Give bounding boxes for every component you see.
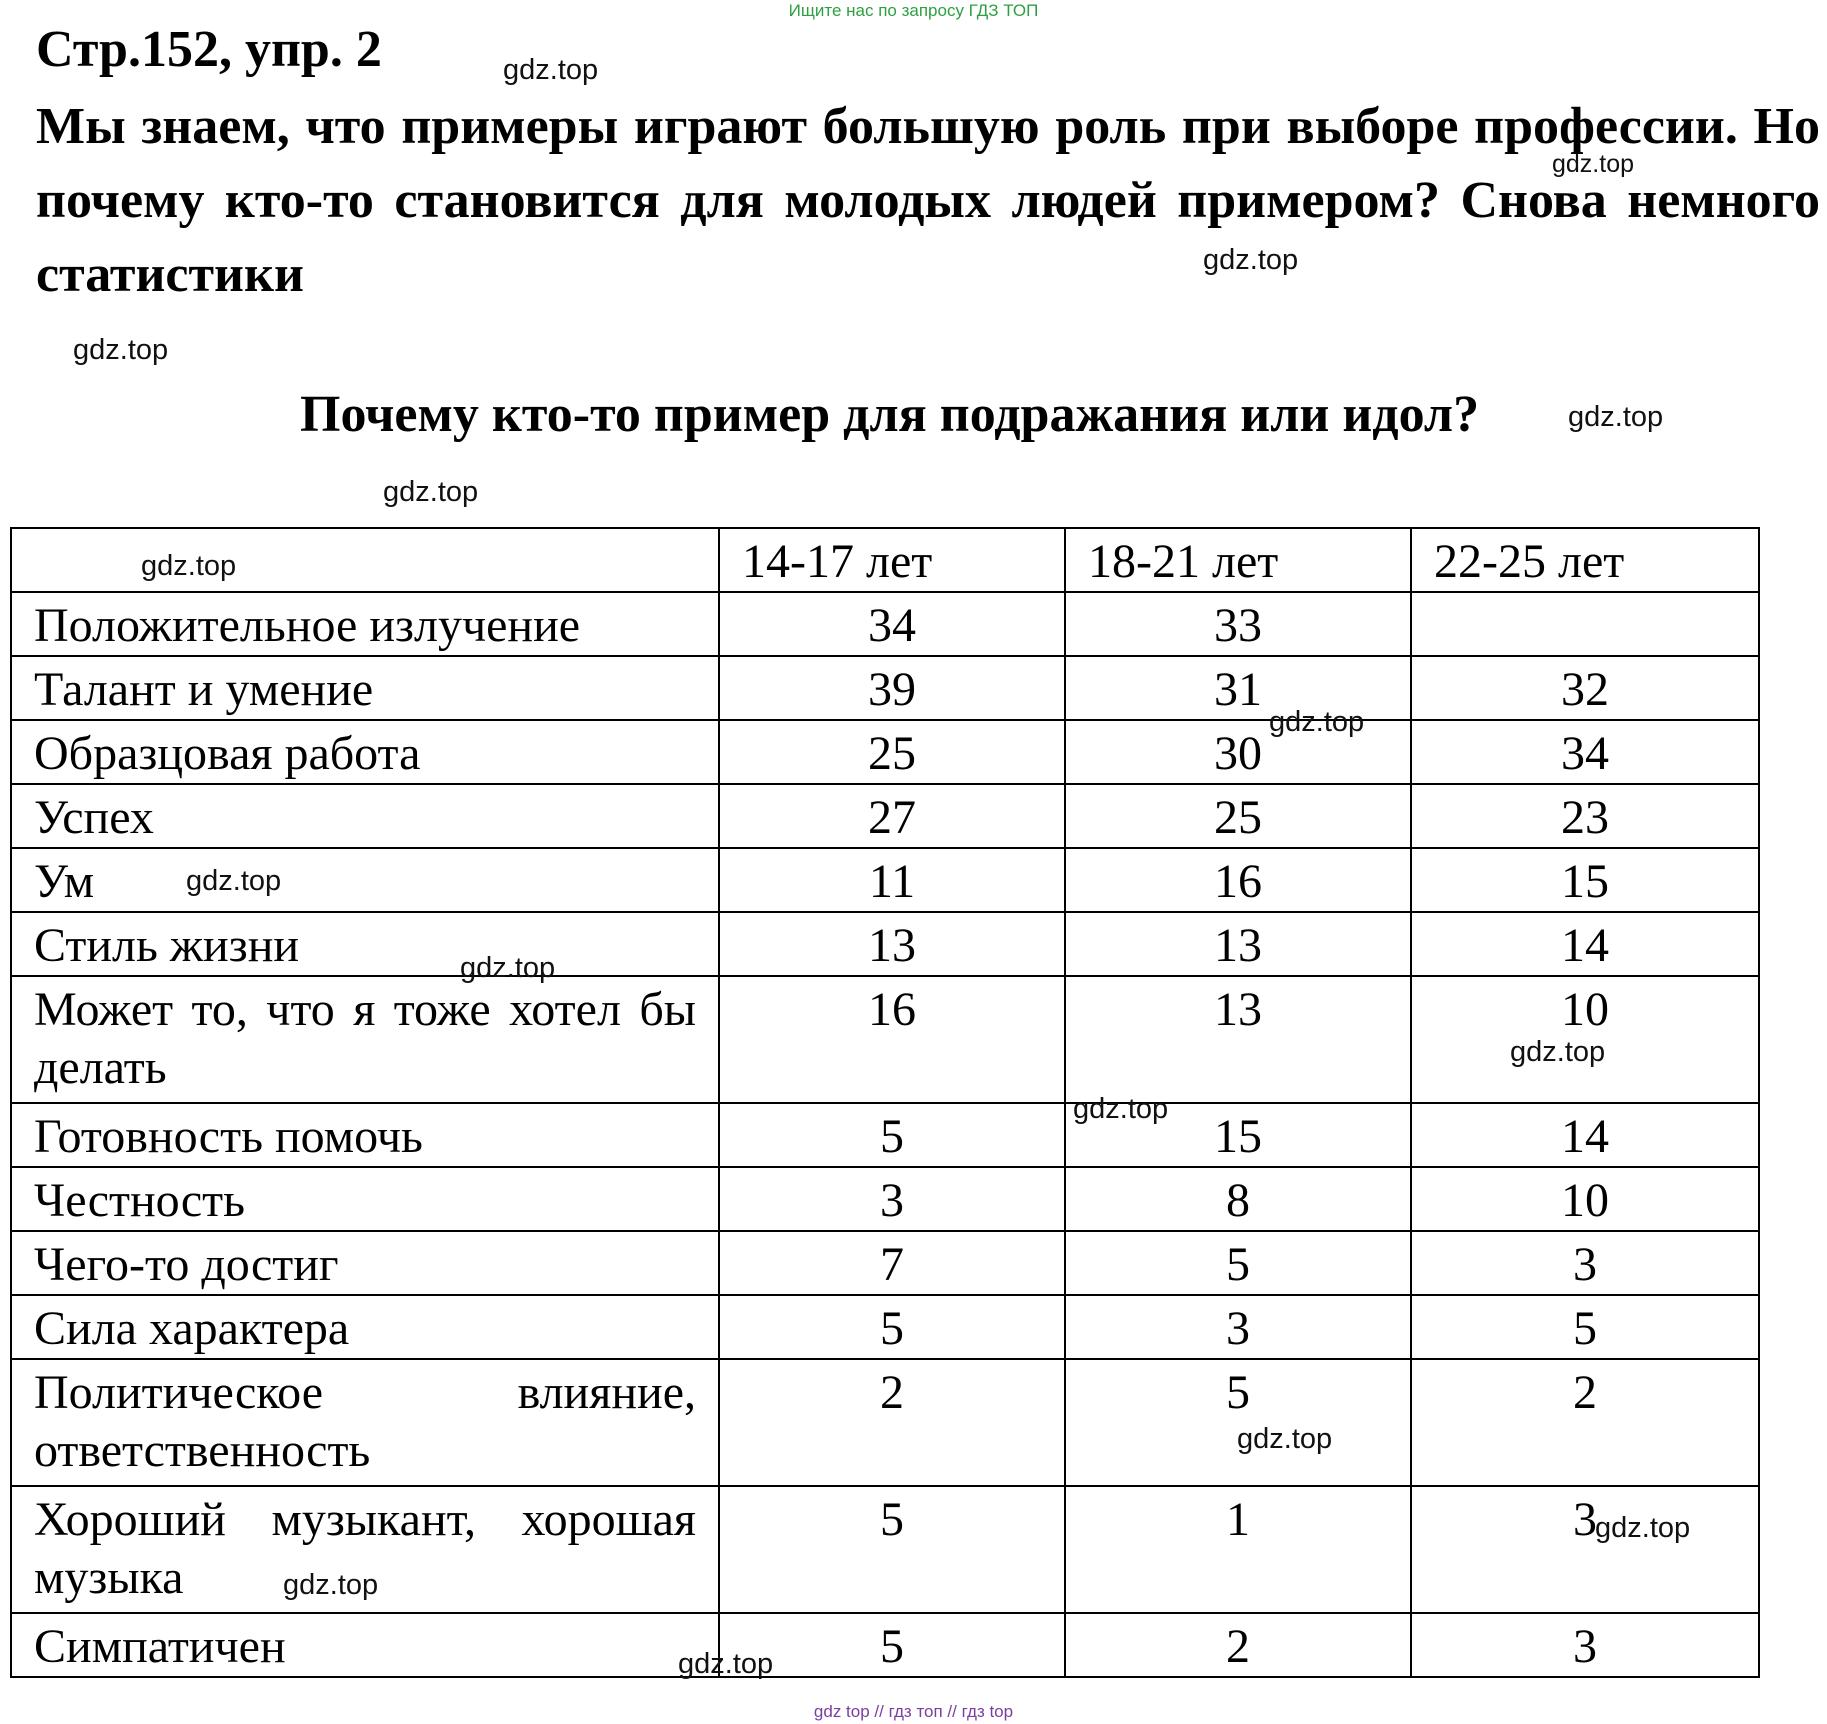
value-cell: 3 <box>1411 1613 1759 1677</box>
watermark-text: gdz.top <box>1552 150 1635 178</box>
table-header-row <box>11 528 1759 592</box>
row-label: Положительное излучение <box>11 592 719 656</box>
intro-paragraph: Мы знаем, что примеры играют большую роль при выборе профессии. Но почему кто-то становится для молодых людей примером? Снова немного статистики <box>36 98 1820 303</box>
row-label: Политическое влияние, ответственность <box>11 1359 719 1486</box>
watermark-text: gdz.top <box>1269 706 1365 738</box>
value-cell: 10 <box>1411 1167 1759 1231</box>
table-row <box>11 1359 1759 1486</box>
value-cell: 5 <box>719 1486 1065 1613</box>
value-cell: 1 <box>1065 1486 1411 1613</box>
row-label: Готовность помочь <box>11 1103 719 1167</box>
value-cell: 11 <box>719 848 1065 912</box>
value-cell: 31 <box>1065 656 1411 720</box>
value-cell: 30 <box>1065 720 1411 784</box>
value-cell: 13 <box>1065 976 1411 1103</box>
value-cell: 5 <box>719 1103 1065 1167</box>
value-cell: 39 <box>719 656 1065 720</box>
value-cell: 5 <box>719 1295 1065 1359</box>
row-label: Честность <box>11 1167 719 1231</box>
value-cell: 34 <box>719 592 1065 656</box>
row-label: Сила характера <box>11 1295 719 1359</box>
value-cell: 3 <box>1411 1231 1759 1295</box>
watermark-text: gdz.top <box>283 1569 379 1601</box>
value-cell: 34 <box>1411 720 1759 784</box>
row-label: Талант и умение <box>11 656 719 720</box>
footer-watermark: gdz top // гдз топ // гдз top <box>813 1702 1014 1721</box>
value-cell: 14 <box>1411 1103 1759 1167</box>
value-cell: 5 <box>719 1613 1065 1677</box>
table-row <box>11 592 1759 656</box>
row-label: Стиль жизни <box>11 912 719 976</box>
table-row <box>11 784 1759 848</box>
header-cell-age-22-25: 22-25 лет <box>1411 528 1759 592</box>
table-row <box>11 656 1759 720</box>
watermark-text: gdz.top <box>460 952 556 984</box>
value-cell: 23 <box>1411 784 1759 848</box>
value-cell: 7 <box>719 1231 1065 1295</box>
watermark-text: gdz.top <box>1510 1036 1606 1068</box>
value-cell: 3 <box>1065 1295 1411 1359</box>
value-cell: 15 <box>1065 1103 1411 1167</box>
value-cell: 10 <box>1411 976 1759 1103</box>
table-row <box>11 1486 1759 1613</box>
table-row <box>11 912 1759 976</box>
value-cell: 25 <box>719 720 1065 784</box>
row-label: Хороший музыкант, хорошая музыка <box>11 1486 719 1613</box>
table-title: Почему кто-то пример для подражания или идол? <box>300 386 1480 443</box>
value-cell: 2 <box>1065 1613 1411 1677</box>
value-cell: 5 <box>1065 1231 1411 1295</box>
value-cell: 2 <box>719 1359 1065 1486</box>
watermark-text: gdz.top <box>503 54 599 86</box>
table-row <box>11 976 1759 1103</box>
header-cell-age-18-21: 18-21 лет <box>1065 528 1411 592</box>
table-row <box>11 1295 1759 1359</box>
watermark-text: gdz.top <box>1568 401 1664 433</box>
table-row <box>11 1167 1759 1231</box>
table-row <box>11 1103 1759 1167</box>
watermark-text: gdz.top <box>678 1648 774 1680</box>
row-label: Может то, что я тоже хотел бы делать <box>11 976 719 1103</box>
table-row <box>11 1613 1759 1677</box>
value-cell: 13 <box>1065 912 1411 976</box>
value-cell <box>1411 592 1759 656</box>
top-search-banner: Ищите нас по запросу ГДЗ ТОП <box>788 1 1039 20</box>
header-cell-empty <box>11 528 719 592</box>
row-label: Образцовая работа <box>11 720 719 784</box>
value-cell: 14 <box>1411 912 1759 976</box>
value-cell: 15 <box>1411 848 1759 912</box>
value-cell: 3 <box>1411 1486 1759 1613</box>
header-cell-age-14-17: 14-17 лет <box>719 528 1065 592</box>
value-cell: 32 <box>1411 656 1759 720</box>
value-cell: 13 <box>719 912 1065 976</box>
value-cell: 2 <box>1411 1359 1759 1486</box>
watermark-text: gdz.top <box>383 476 479 508</box>
row-label: Чего-то достиг <box>11 1231 719 1295</box>
value-cell: 33 <box>1065 592 1411 656</box>
watermark-text: gdz.top <box>1237 1423 1333 1455</box>
value-cell: 27 <box>719 784 1065 848</box>
watermark-text: gdz.top <box>186 865 282 897</box>
row-label: Ум <box>11 848 719 912</box>
value-cell: 16 <box>719 976 1065 1103</box>
watermark-text: gdz.top <box>1595 1512 1691 1544</box>
watermark-text: gdz.top <box>1203 244 1299 276</box>
table-row <box>11 1231 1759 1295</box>
value-cell: 3 <box>719 1167 1065 1231</box>
value-cell: 8 <box>1065 1167 1411 1231</box>
value-cell: 25 <box>1065 784 1411 848</box>
table-row <box>11 720 1759 784</box>
value-cell: 5 <box>1411 1295 1759 1359</box>
row-label: Симпатичен <box>11 1613 719 1677</box>
row-label: Успех <box>11 784 719 848</box>
statistics-table <box>10 527 1760 1678</box>
exercise-heading: Стр.152, упр. 2 <box>36 21 382 78</box>
value-cell: 5 <box>1065 1359 1411 1486</box>
value-cell: 16 <box>1065 848 1411 912</box>
watermark-text: gdz.top <box>73 334 169 366</box>
watermark-text: gdz.top <box>1073 1093 1169 1125</box>
watermark-text: gdz.top <box>141 550 237 582</box>
